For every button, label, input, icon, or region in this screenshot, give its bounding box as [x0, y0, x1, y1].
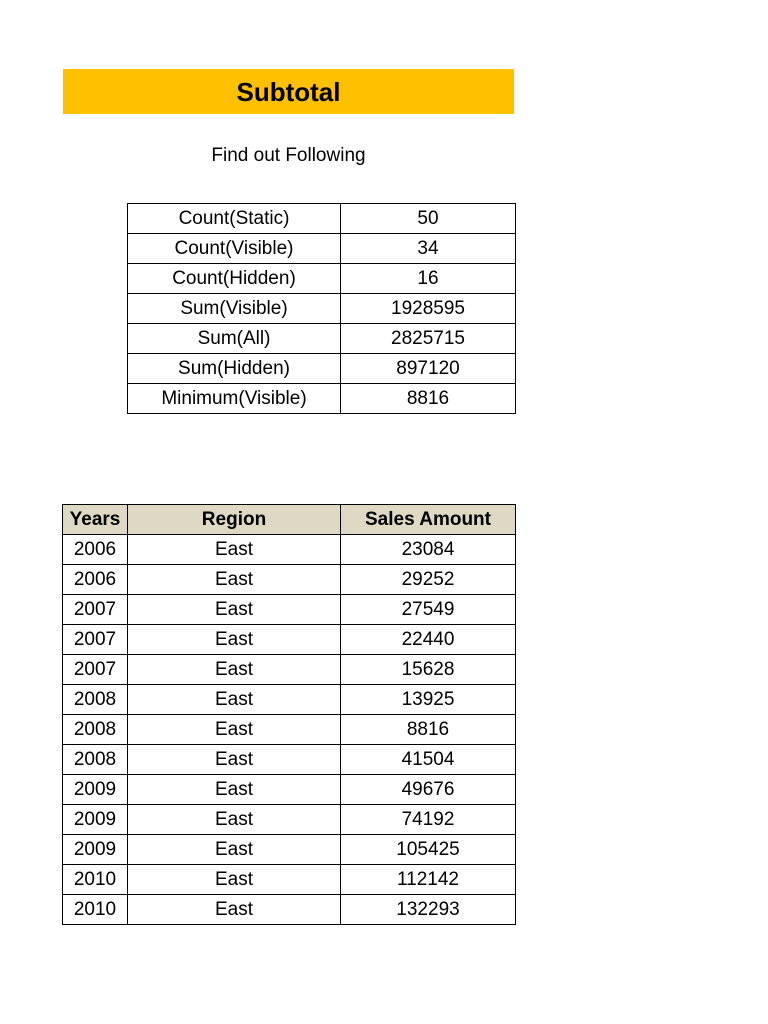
summary-value: 2825715	[341, 324, 516, 354]
summary-value: 897120	[341, 354, 516, 384]
table-row	[63, 835, 516, 865]
header-years: Years	[63, 505, 128, 535]
summary-row	[128, 234, 516, 264]
summary-row	[128, 204, 516, 234]
summary-label: Sum(Visible)	[128, 294, 341, 324]
cell-year: 2009	[63, 775, 128, 805]
header-sales-amount: Sales Amount	[341, 505, 516, 535]
cell-region: East	[128, 865, 341, 895]
summary-row	[128, 264, 516, 294]
summary-table-body	[128, 204, 516, 414]
cell-region: East	[128, 745, 341, 775]
table-row	[63, 565, 516, 595]
summary-value: 8816	[341, 384, 516, 414]
summary-row	[128, 384, 516, 414]
cell-region: East	[128, 835, 341, 865]
cell-sales-amount: 41504	[341, 745, 516, 775]
cell-year: 2006	[63, 535, 128, 565]
cell-sales-amount: 13925	[341, 685, 516, 715]
cell-year: 2008	[63, 715, 128, 745]
cell-year: 2007	[63, 625, 128, 655]
cell-sales-amount: 27549	[341, 595, 516, 625]
cell-year: 2008	[63, 745, 128, 775]
table-row	[63, 805, 516, 835]
summary-value: 34	[341, 234, 516, 264]
cell-year: 2010	[63, 895, 128, 925]
table-row	[63, 655, 516, 685]
cell-region: East	[128, 595, 341, 625]
table-row	[63, 775, 516, 805]
summary-label: Sum(Hidden)	[128, 354, 341, 384]
summary-label: Sum(All)	[128, 324, 341, 354]
cell-sales-amount: 105425	[341, 835, 516, 865]
table-row	[63, 895, 516, 925]
summary-value: 16	[341, 264, 516, 294]
cell-sales-amount: 22440	[341, 625, 516, 655]
summary-row	[128, 324, 516, 354]
summary-label: Count(Hidden)	[128, 264, 341, 294]
cell-sales-amount: 15628	[341, 655, 516, 685]
header-region: Region	[128, 505, 341, 535]
table-row	[63, 745, 516, 775]
cell-sales-amount: 23084	[341, 535, 516, 565]
summary-value: 1928595	[341, 294, 516, 324]
summary-label: Count(Visible)	[128, 234, 341, 264]
page-title: Subtotal	[236, 76, 341, 107]
cell-year: 2008	[63, 685, 128, 715]
cell-region: East	[128, 895, 341, 925]
cell-year: 2007	[63, 655, 128, 685]
cell-sales-amount: 49676	[341, 775, 516, 805]
title-banner	[63, 69, 514, 114]
summary-table	[127, 203, 516, 414]
sales-table-header-row	[63, 505, 516, 535]
cell-region: East	[128, 625, 341, 655]
cell-region: East	[128, 535, 341, 565]
cell-year: 2009	[63, 835, 128, 865]
cell-region: East	[128, 775, 341, 805]
table-row	[63, 625, 516, 655]
cell-region: East	[128, 715, 341, 745]
cell-region: East	[128, 805, 341, 835]
cell-year: 2009	[63, 805, 128, 835]
summary-row	[128, 294, 516, 324]
table-row	[63, 535, 516, 565]
cell-region: East	[128, 565, 341, 595]
cell-sales-amount: 74192	[341, 805, 516, 835]
sales-table-body	[63, 535, 516, 925]
cell-sales-amount: 132293	[341, 895, 516, 925]
table-row	[63, 595, 516, 625]
cell-region: East	[128, 685, 341, 715]
cell-year: 2010	[63, 865, 128, 895]
summary-label: Minimum(Visible)	[128, 384, 341, 414]
cell-sales-amount: 112142	[341, 865, 516, 895]
summary-label: Count(Static)	[128, 204, 341, 234]
table-row	[63, 685, 516, 715]
summary-row	[128, 354, 516, 384]
cell-year: 2007	[63, 595, 128, 625]
cell-region: East	[128, 655, 341, 685]
table-row	[63, 715, 516, 745]
summary-value: 50	[341, 204, 516, 234]
table-row	[63, 865, 516, 895]
cell-sales-amount: 29252	[341, 565, 516, 595]
cell-year: 2006	[63, 565, 128, 595]
instruction-text: Find out Following	[211, 145, 366, 166]
sales-table	[62, 504, 516, 925]
cell-sales-amount: 8816	[341, 715, 516, 745]
